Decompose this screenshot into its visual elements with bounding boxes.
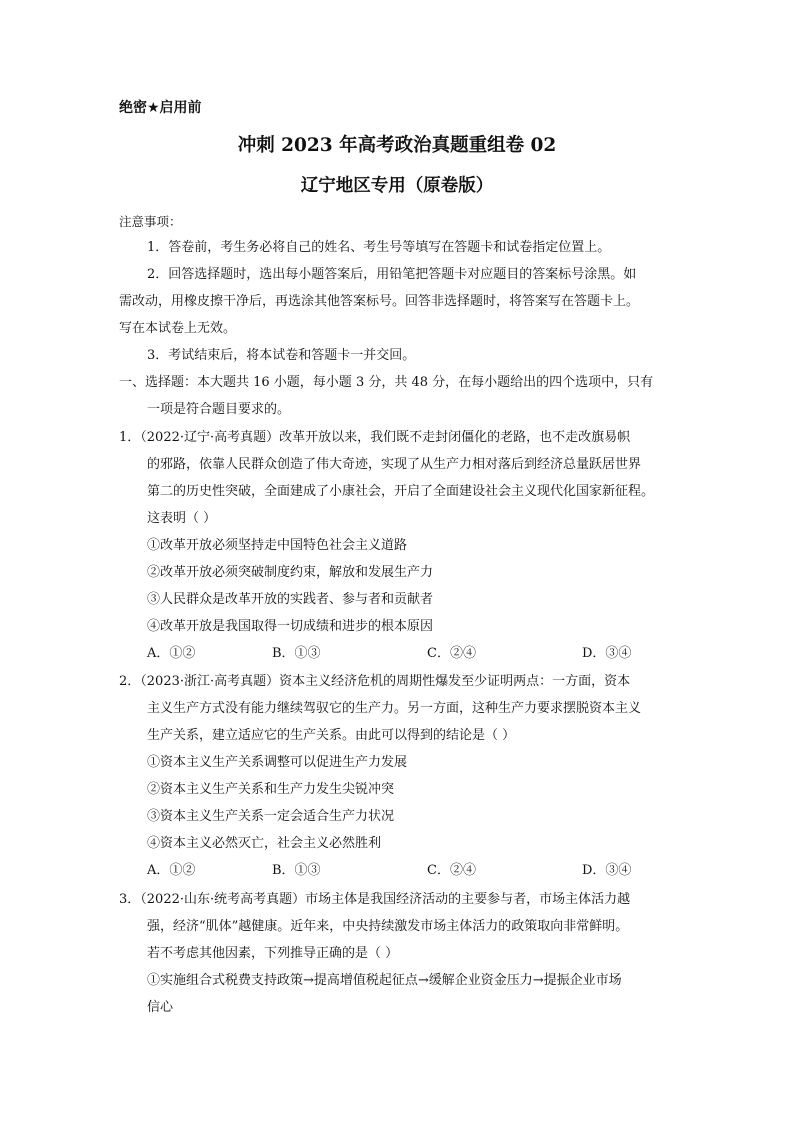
section-heading: 一项是符合题目要求的。 [147, 402, 291, 417]
option-d: D．③④ [582, 863, 632, 878]
question-stem: 强，经济“肌体”越健康。近年来，中央持续激发市场主体活力的政策取向非常鲜明。 [147, 919, 629, 934]
statement: ③人民群众是改革开放的实践者、参与者和贡献者 [147, 592, 434, 607]
question-stem: 1．（2022·辽宁·高考真题）改革开放以来，我们既不走封闭僵化的老路，也不走改旗易帜 [119, 430, 631, 445]
notice-item: 1．答卷前，考生务必将自己的姓名、考生号等填写在答题卡和试卷指定位置上。 [147, 240, 611, 255]
option-b: B．①③ [272, 646, 321, 661]
notice-item: 需改动，用橡皮擦干净后，再选涂其他答案标号。回答非选择题时，将答案写在答题卡上。 [119, 294, 640, 309]
notice-heading: 注意事项： [119, 214, 182, 229]
statement: ④资本主义必然灭亡，社会主义必然胜利 [147, 836, 382, 851]
statement: ②资本主义生产关系和生产力发生尖锐冲突 [147, 782, 395, 797]
statement: ①实施组合式税费支持政策→提高增值税起征点→缓解企业资金压力→提振企业市场 [147, 973, 622, 988]
statement: ①改革开放必须坚持走中国特色社会主义道路 [147, 538, 408, 553]
section-heading: 一、选择题：本大题共 16 小题，每小题 3 分，共 48 分，在每小题给出的四个选项中，只有 [119, 375, 654, 390]
option-c: C．②④ [427, 646, 476, 661]
question-stem: 第二的历史性突破，全面建成了小康社会，开启了全面建设社会主义现代化国家新征程。 [147, 484, 655, 499]
notice-item: 3．考试结束后，将本试卷和答题卡一并交回。 [147, 348, 416, 363]
option-a: A．①② [147, 646, 196, 661]
question-stem: 这表明（ ） [147, 511, 217, 526]
page-title: 冲刺 2023 年高考政治真题重组卷 02 [237, 135, 557, 156]
question-stem: 3．（2022·山东·统考高考真题）市场主体是我国经济活动的主要参与者，市场主体活力越 [119, 892, 631, 907]
option-b: B．①③ [272, 863, 321, 878]
statement: ③资本主义生产关系一定会适合生产力状况 [147, 809, 395, 824]
statement: ④改革开放是我国取得一切成绩和进步的根本原因 [147, 619, 434, 634]
option-c: C．②④ [427, 863, 476, 878]
question-stem: 若不考虑其他因素，下列推导正确的是（ ） [147, 946, 399, 961]
statement: 信心 [147, 1000, 174, 1015]
statement: ②改革开放必须突破制度约束，解放和发展生产力 [147, 565, 434, 580]
question-stem: 主义生产方式没有能力继续驾驭它的生产力。另一方面，这种生产力要求摆脱资本主义 [147, 701, 642, 716]
question-stem: 生产关系，建立适应它的生产关系。由此可以得到的结论是（ ） [147, 728, 516, 743]
option-d: D．③④ [582, 646, 632, 661]
notice-item: 写在本试卷上无效。 [119, 321, 237, 336]
notice-item: 2．回答选择题时，选出每小题答案后，用铅笔把答题卡对应题目的答案标号涂黑。如 [147, 267, 637, 282]
statement: ①资本主义生产关系调整可以促进生产力发展 [147, 755, 408, 770]
option-a: A．①② [147, 863, 196, 878]
question-stem: 2．（2023·浙江·高考真题）资本主义经济危机的周期性爆发至少证明两点：一方面，资本 [119, 674, 631, 689]
question-stem: 的邪路，依靠人民群众创造了伟大奇迹，实现了从生产力相对落后到经济总量跃居世界 [147, 457, 642, 472]
secret-mark: 绝密★启用前 [119, 100, 202, 116]
page-subtitle: 辽宁地区专用（原卷版） [300, 176, 494, 196]
